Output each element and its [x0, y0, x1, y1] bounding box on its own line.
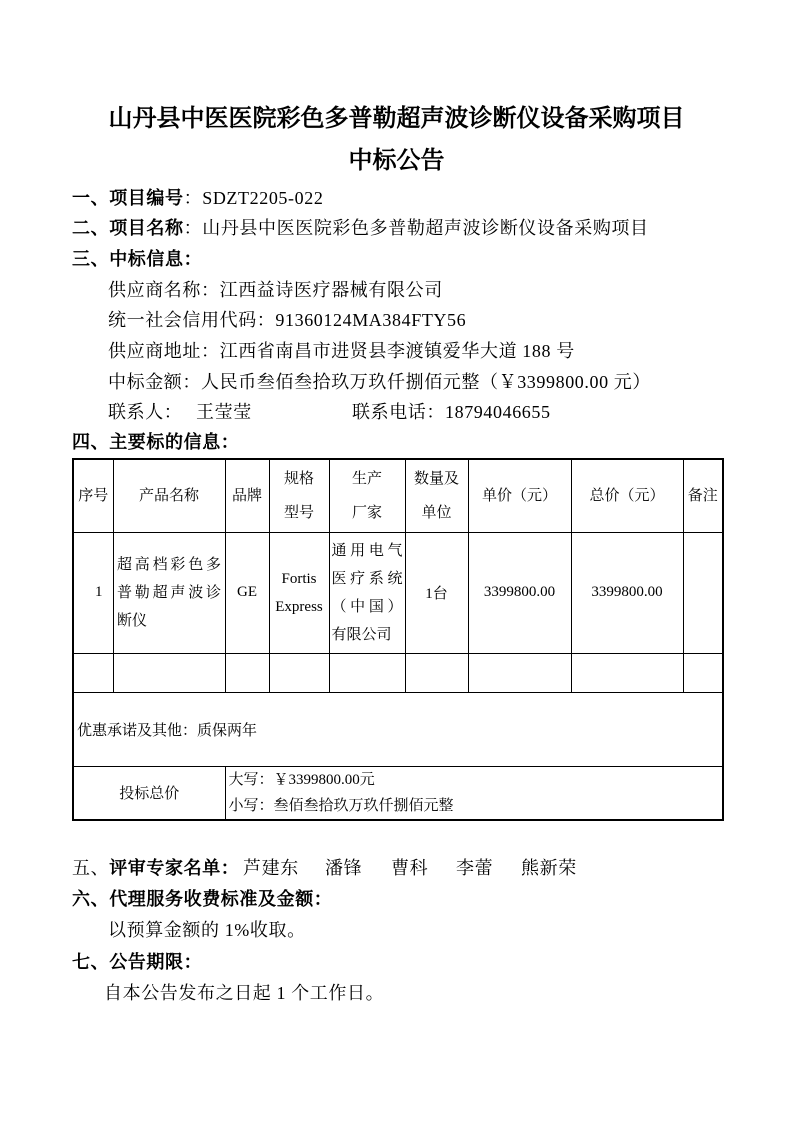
manufacturer-text [332, 537, 403, 649]
project-number-value: SDZT2205-022 [202, 188, 324, 208]
product-text [117, 551, 221, 635]
empty-cell [329, 653, 405, 692]
expert-name: 曹科 [391, 858, 429, 878]
commitment-cell: 优惠承诺及其他：质保两年 [73, 692, 723, 766]
empty-cell [269, 653, 329, 692]
award-info-heading: 三、中标信息： [72, 249, 203, 269]
header-brand [225, 459, 269, 532]
cell-quantity: 1台 [405, 532, 468, 653]
header-total-price-text: 总价（元） [589, 487, 665, 504]
project-name-label: 二、项目名称 [72, 218, 184, 238]
header-remarks-text: 备注 [687, 487, 718, 504]
manufacturer-line1: 通用电气 [331, 542, 403, 559]
empty-cell [405, 653, 468, 692]
cell-model [269, 532, 329, 653]
subject-table [72, 458, 724, 821]
manufacturer-line4: 有限公司 [331, 626, 392, 643]
product-line3: 断仪 [117, 612, 148, 629]
project-name-sep: ： [183, 218, 203, 238]
empty-cell [73, 653, 113, 692]
agency-fee-heading: 六、代理服务收费标准及金额： [72, 889, 333, 909]
cell-brand: GE [225, 532, 269, 653]
header-unit-price [468, 459, 571, 532]
model-line1: Fortis [281, 570, 317, 587]
project-number-line [72, 188, 323, 208]
empty-cell [468, 653, 571, 692]
header-brand-text: 品牌 [231, 487, 262, 504]
supplier-name: 供应商名称：江西益诗医疗器械有限公司 [108, 280, 443, 300]
header-product [113, 459, 225, 532]
experts-label: 评审专家名单： [109, 858, 240, 878]
empty-cell [113, 653, 225, 692]
cell-remarks [683, 532, 723, 653]
award-amount: 中标金额：人民币叁佰叁拾玖万玖仟捌佰元整（￥3399800.00 元） [108, 372, 651, 392]
header-manufacturer [329, 459, 405, 532]
empty-cell [571, 653, 683, 692]
total-lower: 小写：叁佰叁拾玖万玖仟捌佰元整 [228, 797, 454, 814]
cell-manufacturer [329, 532, 405, 653]
project-name-line [72, 218, 649, 238]
project-number-label: 一、项目编号 [72, 188, 184, 208]
agency-fee-text: 以预算金额的 1%收取。 [108, 920, 306, 940]
header-no-text: 序号 [78, 487, 109, 504]
experts-line [72, 858, 239, 878]
manufacturer-line2: 医疗系统 [331, 570, 403, 587]
project-number-sep: ： [183, 188, 203, 208]
expert-name: 芦建东 [243, 858, 299, 878]
credit-code: 统一社会信用代码：91360124MA384FTY56 [108, 310, 467, 330]
header-remarks [683, 459, 723, 532]
product-line1: 超高档彩色多 [117, 556, 221, 573]
total-row [73, 766, 723, 820]
model-text [270, 565, 328, 621]
notice-period-text: 自本公告发布之日起 1 个工作日。 [104, 983, 385, 1003]
document-title: 山丹县中医医院彩色多普勒超声波诊断仪设备采购项目 [108, 106, 685, 132]
cell-no: 1 [73, 532, 113, 653]
contact-label: 联系人： [108, 402, 183, 422]
total-value-cell [225, 766, 723, 820]
expert-name: 熊新荣 [521, 858, 577, 878]
supplier-address: 供应商地址：江西省南昌市进贤县李渡镇爱华大道 188 号 [108, 341, 575, 361]
header-manufacturer-line1: 生产 [351, 470, 382, 487]
empty-cell [225, 653, 269, 692]
header-manufacturer-line2: 厂家 [351, 504, 382, 521]
subject-info-heading: 四、主要标的信息： [72, 432, 240, 452]
commitment-row [73, 692, 723, 766]
cell-unit-price: 3399800.00 [468, 532, 571, 653]
header-model-line1: 规格 [283, 470, 314, 487]
total-label-cell: 投标总价 [73, 766, 225, 820]
empty-cell [683, 653, 723, 692]
document-subtitle: 中标公告 [348, 148, 445, 174]
project-name-value: 山丹县中医医院彩色多普勒超声波诊断仪设备采购项目 [202, 218, 649, 238]
contact-name: 王莹莹 [196, 402, 252, 422]
header-product-text: 产品名称 [138, 487, 199, 504]
model-line2: Express [275, 598, 323, 615]
total-upper: 大写：￥3399800.00元 [228, 771, 375, 788]
cell-total-price: 3399800.00 [571, 532, 683, 653]
header-model [269, 459, 329, 532]
product-line2: 普勒超声波诊 [117, 584, 221, 601]
header-quantity-line1: 数量及 [413, 470, 459, 487]
header-total-price [571, 459, 683, 532]
table-row-empty [73, 653, 723, 692]
header-quantity [405, 459, 468, 532]
header-model-line2: 型号 [283, 504, 314, 521]
expert-name: 潘锋 [325, 858, 363, 878]
expert-name: 李蕾 [456, 858, 494, 878]
notice-period-heading: 七、公告期限： [72, 952, 203, 972]
header-unit-price-text: 单价（元） [481, 487, 557, 504]
contact-phone: 联系电话：18794046655 [352, 402, 551, 422]
cell-product [113, 532, 225, 653]
manufacturer-line3: （中国） [331, 598, 403, 615]
table-row [73, 532, 723, 653]
experts-prefix: 五、 [72, 858, 110, 878]
table-header-row [73, 459, 723, 532]
header-no [73, 459, 113, 532]
header-quantity-line2: 单位 [421, 504, 452, 521]
